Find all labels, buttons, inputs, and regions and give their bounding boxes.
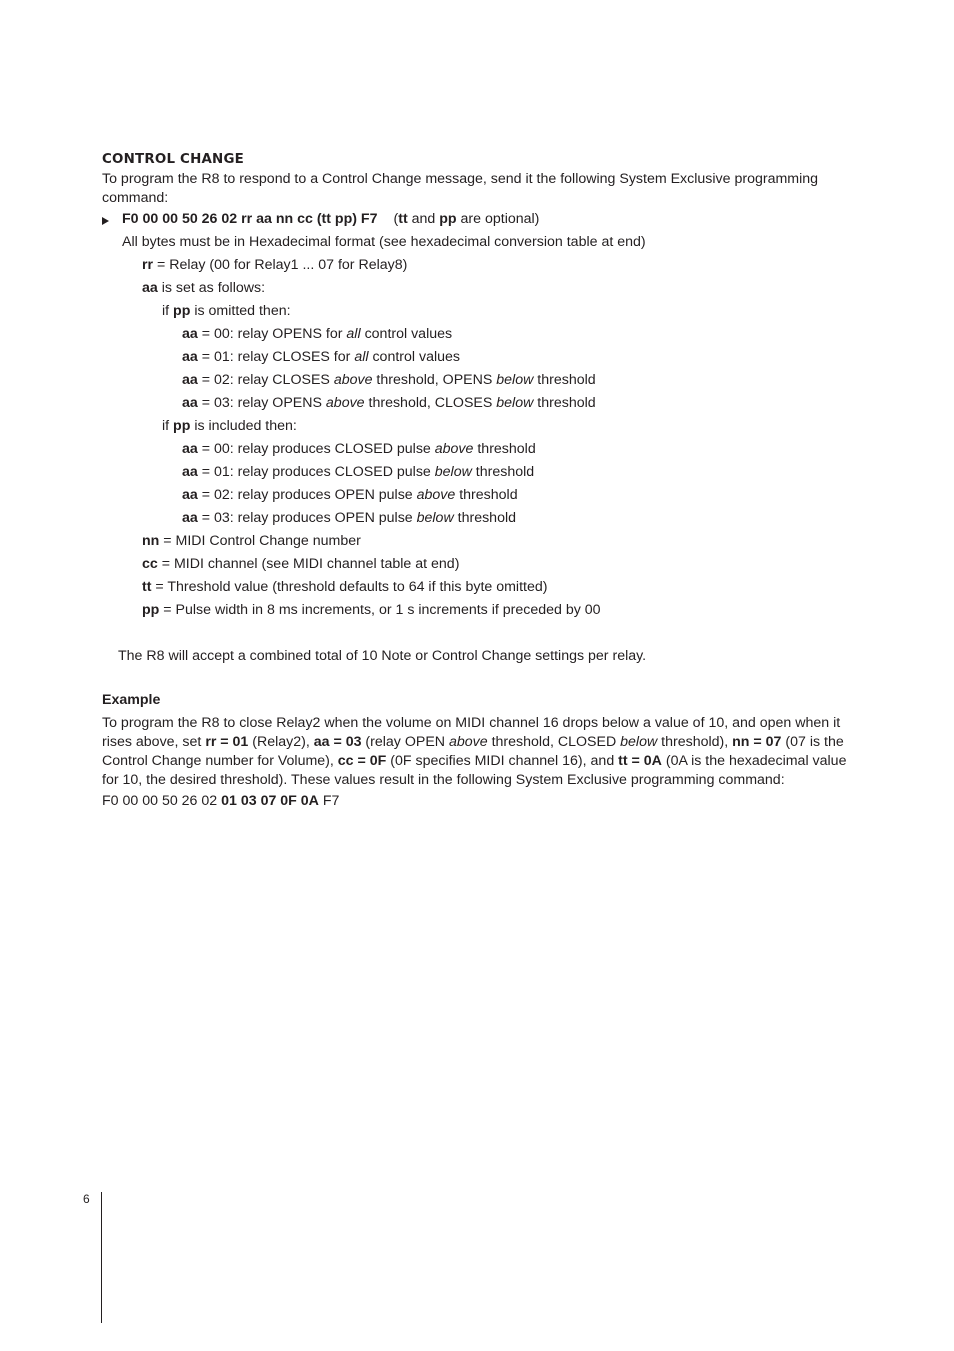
pp-omitted-heading: if pp is omitted then: [162, 303, 291, 319]
included-option: aa = 00: relay produces CLOSED pulse above threshold [182, 441, 536, 457]
command-line [102, 208, 852, 231]
spacer [102, 622, 852, 645]
triangle-bullet-icon [102, 217, 109, 225]
capacity-note: The R8 will accept a combined total of 10 Note or Control Change settings per relay. [118, 648, 647, 664]
omitted-option: aa = 03: relay OPENS above threshold, CLOSES below threshold [182, 395, 596, 411]
page-content [102, 151, 852, 813]
included-option: aa = 01: relay produces CLOSED pulse below threshold [182, 464, 535, 480]
example-heading: Example [102, 692, 161, 708]
intro-paragraph: To program the R8 to respond to a Control Change message, send it the following System Exclusive programming command: [102, 171, 819, 206]
included-option: aa = 02: relay produces OPEN pulse above threshold [182, 487, 518, 503]
optional-note: (tt and pp are optional) [393, 211, 540, 227]
command-syntax: F0 00 00 50 26 02 rr aa nn cc (tt pp) F7 [122, 211, 378, 227]
pp-included-heading: if pp is included then: [162, 418, 297, 434]
param-pp: pp = Pulse width in 8 ms increments, or 1 s increments if preceded by 00 [142, 602, 601, 618]
included-option: aa = 03: relay produces OPEN pulse below threshold [182, 510, 517, 526]
page-number: 6 [83, 1192, 90, 1206]
omitted-option: aa = 02: relay CLOSES above threshold, OPENS below threshold [182, 372, 596, 388]
param-rr: rr = Relay (00 for Relay1 ... 07 for Relay8) [142, 257, 408, 273]
spacer [102, 668, 852, 691]
param-nn: nn = MIDI Control Change number [142, 533, 361, 549]
param-cc: cc = MIDI channel (see MIDI channel table at end) [142, 556, 460, 572]
omitted-option: aa = 00: relay OPENS for all control values [182, 326, 453, 342]
param-aa-intro: aa is set as follows: [142, 280, 266, 296]
hex-format-note: All bytes must be in Hexadecimal format (see hexadecimal conversion table at end) [122, 234, 646, 250]
margin-rule [101, 1192, 102, 1323]
example-command: F0 00 00 50 26 02 01 03 07 0F 0A F7 [102, 793, 340, 809]
param-tt: tt = Threshold value (threshold defaults to 64 if this byte omitted) [142, 579, 548, 595]
omitted-option: aa = 01: relay CLOSES for all control values [182, 349, 460, 365]
section-heading: CONTROL CHANGE [102, 152, 244, 167]
example-paragraph: To program the R8 to close Relay2 when the volume on MIDI channel 16 drops below a value of 10, and open when it rises above, set rr = 01 (Relay2), aa = 03 (relay OPEN above threshold, CLOSED below threshold), nn = 07 (07 is the Control Change number for Volume), cc = 0F (0F specifies MIDI channel 16), and tt = 0A (0A is the hexadecimal value for 10, the desired threshold). These values result in the following System Exclusive programming command: [102, 715, 847, 788]
